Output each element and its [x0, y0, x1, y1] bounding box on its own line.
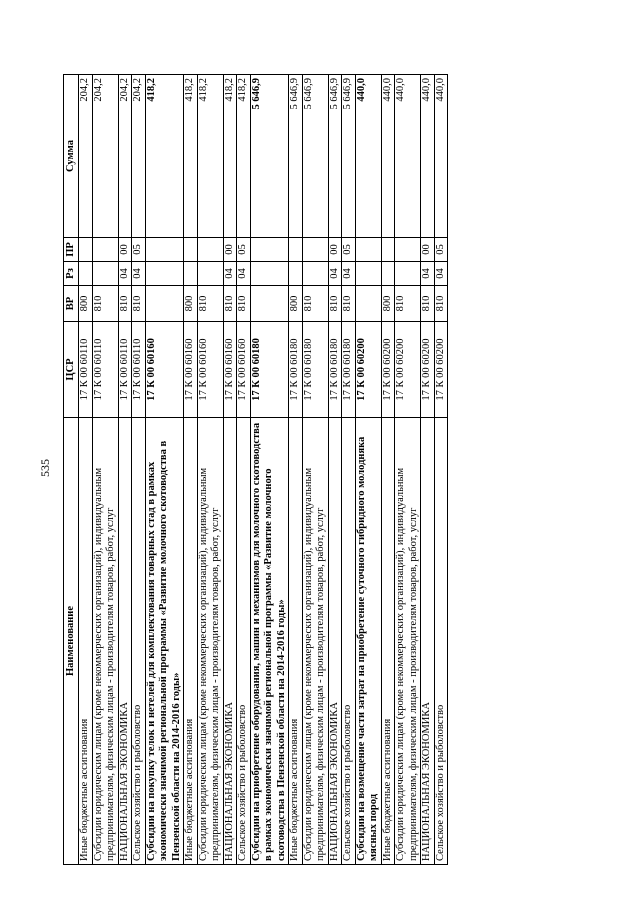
- rotated-page: [63, 75, 563, 865]
- cell-sum: 5 646,9: [302, 75, 328, 238]
- cell-pr: [250, 238, 289, 262]
- cell-csr: 17 К 00 60160: [145, 322, 184, 418]
- table-row: [79, 75, 93, 865]
- cell-pr: [381, 238, 395, 262]
- cell-sum: 5 646,9: [289, 75, 303, 238]
- cell-csr: 17 К 00 60200: [355, 322, 381, 418]
- cell-rz: 04: [342, 262, 356, 286]
- header-vr: ВР: [64, 286, 79, 322]
- cell-sum: 5 646,9: [342, 75, 356, 238]
- cell-sum: 418,2: [145, 75, 184, 238]
- budget-table: [63, 74, 448, 865]
- table-row: [434, 75, 448, 865]
- cell-name: НАЦИОНАЛЬНАЯ ЭКОНОМИКА: [421, 418, 435, 865]
- cell-pr: 05: [132, 238, 146, 262]
- cell-sum: 440,0: [395, 75, 421, 238]
- cell-vr: 810: [197, 286, 223, 322]
- cell-rz: 04: [328, 262, 342, 286]
- cell-name: Иные бюджетные ассигнования: [184, 418, 198, 865]
- table-row: [328, 75, 342, 865]
- cell-pr: 00: [223, 238, 237, 262]
- cell-rz: 04: [434, 262, 448, 286]
- cell-csr: 17 К 00 60180: [302, 322, 328, 418]
- cell-name: Сельское хозяйство и рыболовство: [342, 418, 356, 865]
- cell-vr: 810: [328, 286, 342, 322]
- cell-csr: 17 К 00 60160: [197, 322, 223, 418]
- cell-pr: 00: [328, 238, 342, 262]
- cell-name: Иные бюджетные ассигнования: [289, 418, 303, 865]
- cell-name: НАЦИОНАЛЬНАЯ ЭКОНОМИКА: [118, 418, 132, 865]
- cell-name: Субсидии юридическим лицам (кроме некоммерческих организаций), индивидуальным предпринимателям, физическим лицам - производителям товаров, работ, услуг: [197, 418, 223, 865]
- cell-pr: [289, 238, 303, 262]
- cell-pr: 05: [342, 238, 356, 262]
- cell-sum: 440,0: [421, 75, 435, 238]
- cell-csr: 17 К 00 60200: [381, 322, 395, 418]
- cell-rz: 04: [118, 262, 132, 286]
- cell-rz: [395, 262, 421, 286]
- cell-sum: 418,2: [223, 75, 237, 238]
- cell-pr: [184, 238, 198, 262]
- cell-rz: [197, 262, 223, 286]
- cell-pr: 00: [118, 238, 132, 262]
- header-csr: ЦСР: [64, 322, 79, 418]
- cell-csr: 17 К 00 60200: [434, 322, 448, 418]
- table-row: [421, 75, 435, 865]
- cell-csr: 17 К 00 60160: [184, 322, 198, 418]
- cell-vr: 810: [434, 286, 448, 322]
- cell-vr: 800: [381, 286, 395, 322]
- cell-vr: 810: [395, 286, 421, 322]
- table-row: [395, 75, 421, 865]
- cell-csr: 17 К 00 60110: [118, 322, 132, 418]
- cell-rz: [381, 262, 395, 286]
- cell-pr: 00: [421, 238, 435, 262]
- cell-csr: 17 К 00 60180: [250, 322, 289, 418]
- cell-name: Иные бюджетные ассигнования: [79, 418, 93, 865]
- cell-pr: 05: [434, 238, 448, 262]
- cell-vr: 810: [342, 286, 356, 322]
- table-row: [342, 75, 356, 865]
- cell-sum: 5 646,9: [250, 75, 289, 238]
- cell-sum: 440,0: [381, 75, 395, 238]
- cell-vr: 810: [421, 286, 435, 322]
- table-row: [355, 75, 381, 865]
- cell-sum: 418,2: [197, 75, 223, 238]
- cell-rz: [302, 262, 328, 286]
- cell-sum: 418,2: [184, 75, 198, 238]
- header-sum: Сумма: [64, 75, 79, 238]
- cell-rz: 04: [421, 262, 435, 286]
- cell-csr: 17 К 00 60200: [395, 322, 421, 418]
- cell-name: Субсидии юридическим лицам (кроме некоммерческих организаций), индивидуальным предпринимателям, физическим лицам - производителям товаров, работ, услуг: [92, 418, 118, 865]
- table-row: [92, 75, 118, 865]
- cell-vr: 810: [237, 286, 251, 322]
- cell-rz: 04: [223, 262, 237, 286]
- cell-csr: 17 К 00 60160: [223, 322, 237, 418]
- cell-sum: 204,2: [118, 75, 132, 238]
- cell-name: НАЦИОНАЛЬНАЯ ЭКОНОМИКА: [328, 418, 342, 865]
- cell-vr: 810: [302, 286, 328, 322]
- cell-csr: 17 К 00 60180: [342, 322, 356, 418]
- cell-rz: [355, 262, 381, 286]
- cell-sum: 440,0: [355, 75, 381, 238]
- table-row: [145, 75, 184, 865]
- cell-vr: 810: [223, 286, 237, 322]
- cell-vr: 800: [79, 286, 93, 322]
- table-row: [381, 75, 395, 865]
- cell-csr: 17 К 00 60160: [237, 322, 251, 418]
- cell-name: Субсидии юридическим лицам (кроме некоммерческих организаций), индивидуальным предпринимателям, физическим лицам - производителям товаров, работ, услуг: [302, 418, 328, 865]
- cell-name: Субсидии на приобретение оборудования, машин и механизмов для молочного скотоводства в рамках экономически значимой региональной программы «Развитие молочного скотоводства в Пензенской области на 2014-2016 годы»: [250, 418, 289, 865]
- cell-csr: 17 К 00 60110: [92, 322, 118, 418]
- cell-pr: 05: [237, 238, 251, 262]
- cell-vr: [355, 286, 381, 322]
- table-row: [250, 75, 289, 865]
- cell-name: Субсидии на покупку телок и нетелей для комплектования товарных стад в рамках экономически значимой региональной программы «Развитие молочного скотоводства в Пензенской области на 2014-2016 годы»: [145, 418, 184, 865]
- table-row: [223, 75, 237, 865]
- cell-name: Сельское хозяйство и рыболовство: [237, 418, 251, 865]
- cell-name: Сельское хозяйство и рыболовство: [132, 418, 146, 865]
- cell-pr: [355, 238, 381, 262]
- table-row: [302, 75, 328, 865]
- header-name: Наименование: [64, 418, 79, 865]
- table-body: [79, 75, 448, 865]
- cell-vr: 800: [184, 286, 198, 322]
- cell-pr: [395, 238, 421, 262]
- cell-csr: 17 К 00 60110: [132, 322, 146, 418]
- cell-vr: 800: [289, 286, 303, 322]
- table-row: [237, 75, 251, 865]
- cell-rz: [289, 262, 303, 286]
- cell-pr: [79, 238, 93, 262]
- cell-sum: 204,2: [92, 75, 118, 238]
- table-row: [289, 75, 303, 865]
- cell-sum: 204,2: [79, 75, 93, 238]
- cell-rz: [184, 262, 198, 286]
- cell-vr: [145, 286, 184, 322]
- cell-name: Иные бюджетные ассигнования: [381, 418, 395, 865]
- cell-rz: 04: [237, 262, 251, 286]
- cell-pr: [145, 238, 184, 262]
- table-row: [132, 75, 146, 865]
- cell-pr: [302, 238, 328, 262]
- table-row: [197, 75, 223, 865]
- cell-csr: 17 К 00 60180: [289, 322, 303, 418]
- cell-name: Сельское хозяйство и рыболовство: [434, 418, 448, 865]
- table-row: [118, 75, 132, 865]
- header-pr: ПР: [64, 238, 79, 262]
- cell-pr: [92, 238, 118, 262]
- cell-rz: [79, 262, 93, 286]
- page-number: 535: [38, 459, 52, 477]
- cell-name: НАЦИОНАЛЬНАЯ ЭКОНОМИКА: [223, 418, 237, 865]
- cell-sum: 418,2: [237, 75, 251, 238]
- cell-csr: 17 К 00 60110: [79, 322, 93, 418]
- cell-csr: 17 К 00 60180: [328, 322, 342, 418]
- cell-rz: 04: [132, 262, 146, 286]
- cell-name: Субсидии на возмещение части затрат на приобретение суточного гибридного молодняка мясных пород: [355, 418, 381, 865]
- cell-vr: [250, 286, 289, 322]
- header-rz: Рз: [64, 262, 79, 286]
- cell-pr: [197, 238, 223, 262]
- cell-rz: [250, 262, 289, 286]
- cell-rz: [145, 262, 184, 286]
- cell-vr: 810: [92, 286, 118, 322]
- cell-sum: 5 646,9: [328, 75, 342, 238]
- cell-vr: 810: [118, 286, 132, 322]
- table-row: [184, 75, 198, 865]
- cell-sum: 204,2: [132, 75, 146, 238]
- cell-rz: [92, 262, 118, 286]
- cell-name: Субсидии юридическим лицам (кроме некоммерческих организаций), индивидуальным предпринимателям, физическим лицам - производителям товаров, работ, услуг: [395, 418, 421, 865]
- table-header-row: [64, 75, 79, 865]
- cell-vr: 810: [132, 286, 146, 322]
- cell-sum: 440,0: [434, 75, 448, 238]
- cell-csr: 17 К 00 60200: [421, 322, 435, 418]
